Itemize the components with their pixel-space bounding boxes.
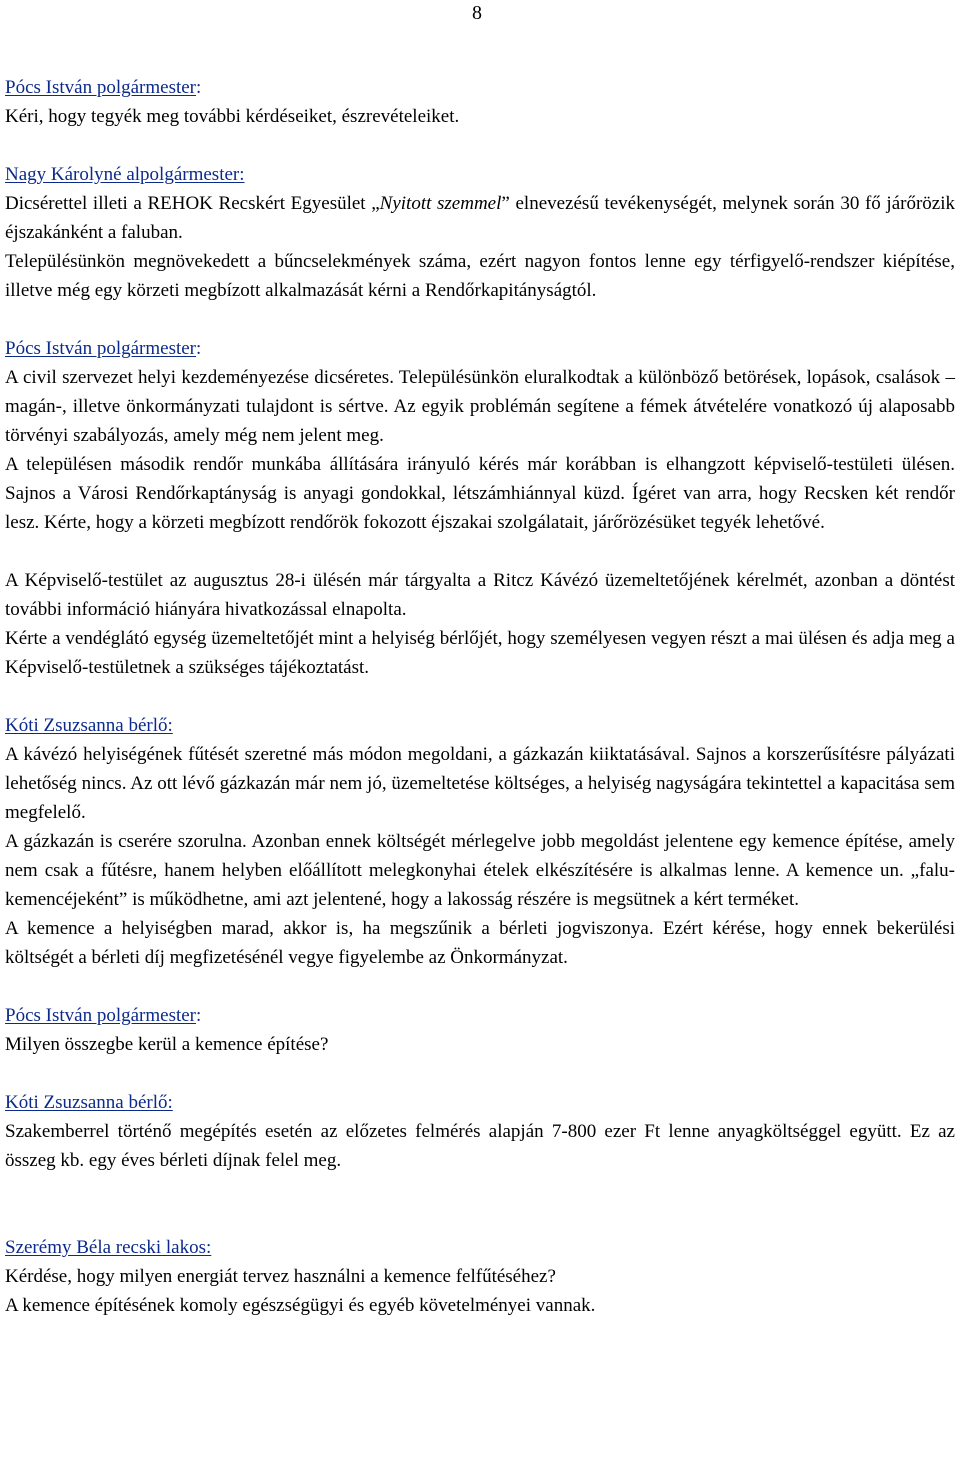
speaker-name: Pócs István polgármester — [5, 1005, 197, 1026]
speech-block — [5, 711, 955, 972]
speaker-colon: : — [196, 77, 202, 98]
speaker-name: Pócs István polgármester — [5, 77, 197, 98]
speaker-line — [5, 1001, 955, 1030]
speaker-line — [5, 160, 955, 189]
paragraph: A kemence a helyiségben marad, akkor is, ha megszűnik a bérleti jogviszonya. Ezért kérése, hogy ennek bekerülési költségét a bérleti díj megfizetésénél vegye figyelembe az Önkormányzat. — [5, 918, 955, 968]
paragraph: Szakemberrel történő megépítés esetén az előzetes felmérés alapján 7-800 ezer Ft lenne anyagköltséggel együtt. Ez az összeg kb. egy éves bérleti díjnak felel meg. — [5, 1121, 955, 1171]
paragraph: A településen második rendőr munkába állítására irányuló kérés már korábban is elhangzott képviselő-testületi ülésen. Sajnos a Városi Rendőrkaptányság is anyagi gondokkal, létszámhiánnyal küzd. Ígéret van arra, hogy Recsken két rendőr lesz. Kérte, hogy a körzeti megbízott rendőrök fokozott éjszakai szolgálatait, járőrözésüket tegyék lehetővé. — [5, 454, 955, 533]
speaker-colon: : — [196, 338, 202, 359]
speaker-name: Kóti Zsuzsanna bérlő: — [5, 1092, 173, 1113]
paragraph: A gázkazán is cserére szorulna. Azonban ennek költségét mérlegelve jobb megoldást jelentene egy kemence építése, amely nem csak a fűtésre, hanem helyben előállított melegkonyhai ételek elkészítésére is alkalmas lenne. A kemence un. „falu-kemencéjeként” is működhetne, ami azt jelentené, hogy a lakosság részére is megsütnek a kért terméket. — [5, 831, 955, 910]
speaker-line — [5, 1233, 955, 1262]
paragraph: Milyen összegbe kerül a kemence építése? — [5, 1034, 329, 1055]
text-block — [5, 566, 955, 682]
speech-block — [5, 1088, 955, 1175]
paragraph: Kérdése, hogy milyen energiát tervez használni a kemence felfűtéséhez? — [5, 1266, 556, 1287]
speaker-line — [5, 334, 955, 363]
text-run: Dicsérettel illeti a REHOK Recskért Egyesület „ — [5, 193, 380, 214]
speech-block — [5, 1233, 955, 1320]
paragraph: A civil szervezet helyi kezdeményezése dicséretes. Településünkön eluralkodtak a különböző betörések, lopások, csalások – magán-, illetve önkormányzati tulajdont is sértve. Az egyik problémán segítene a fémek átvételére vonatkozó új alaposabb törvényi szabályozás, amely még nem jelent meg. — [5, 367, 955, 446]
paragraph: Kérte a vendéglátó egység üzemeltetőjét mint a helyiség bérlőjét, hogy személyesen vegyen részt a mai ülésen és adja meg a Képviselő-testületnek a szükséges tájékoztatást. — [5, 628, 955, 678]
speaker-name: Pócs István polgármester — [5, 338, 197, 359]
paragraph: Kéri, hogy tegyék meg további kérdéseiket, észrevételeiket. — [5, 106, 460, 127]
speaker-line — [5, 73, 955, 102]
paragraph: Településünkön megnövekedett a bűncselekmények száma, ezért nagyon fontos lenne egy térfigyelő-rendszer kiépítése, illetve még egy körzeti megbízott alkalmazását kérni a Rendőrkapitányságtól. — [5, 251, 955, 301]
speech-block — [5, 160, 955, 305]
paragraph: A Képviselő-testület az augusztus 28-i ülésén már tárgyalta a Ritcz Kávézó üzemeltetőjének kérelmét, azonban a döntést további információ hiányára hivatkozással elnapolta. — [5, 570, 955, 620]
document-body — [5, 73, 955, 1320]
speech-block — [5, 73, 955, 131]
speaker-name: Kóti Zsuzsanna bérlő: — [5, 715, 173, 736]
text-run: ” elnevezésű tevékenységét, melynek során 30 fő járőrözik éjszakánként a faluban. — [5, 193, 955, 243]
speech-block — [5, 334, 955, 537]
paragraph: A kávézó helyiségének fűtését szeretné más módon megoldani, a gázkazán kiiktatásával. Sajnos a korszerűsítésre pályázati lehetőség nincs. Az ott lévő gázkazán már nem jó, üzemeltetése költséges, a helyiség nagyságára tekintettel a kapacitása sem megfelelő. — [5, 744, 955, 823]
paragraph — [5, 189, 955, 247]
speaker-line — [5, 711, 955, 740]
speaker-line — [5, 1088, 955, 1117]
speech-block — [5, 1001, 955, 1059]
speaker-name: Nagy Károlyné alpolgármester: — [5, 164, 245, 185]
page-number: 8 — [472, 2, 482, 24]
italic-text: Nyitott szemmel — [379, 193, 502, 214]
speaker-colon: : — [196, 1005, 202, 1026]
speaker-name: Szerémy Béla recski lakos: — [5, 1237, 212, 1258]
paragraph: A kemence építésének komoly egészségügyi és egyéb követelményei vannak. — [5, 1295, 596, 1316]
